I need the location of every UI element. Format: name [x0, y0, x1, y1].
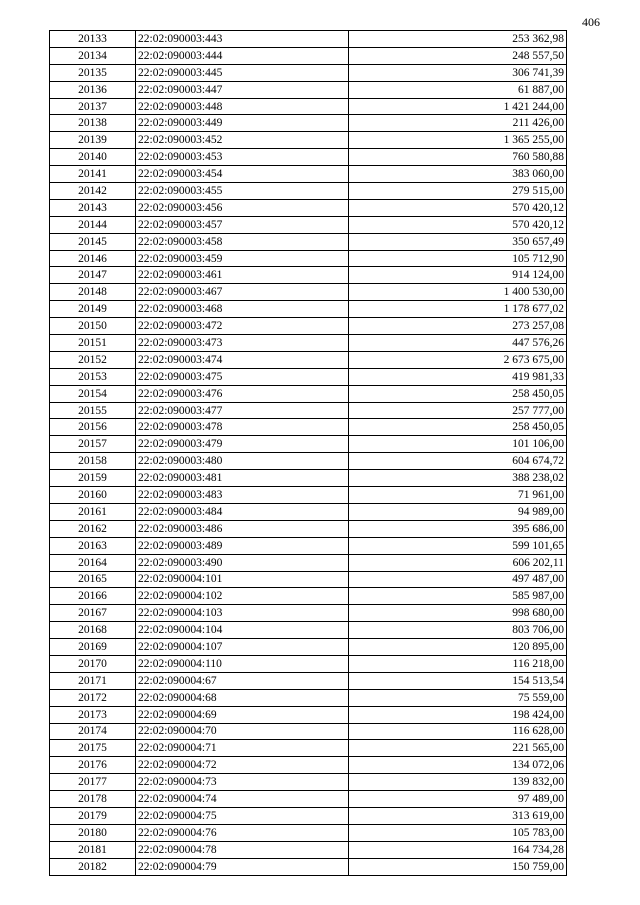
cadastral-value-cell: 383 060,00	[349, 166, 567, 183]
row-number-cell: 20148	[50, 284, 136, 301]
cadastral-value-cell: 1 365 255,00	[349, 132, 567, 149]
cadastral-number-cell: 22:02:090003:449	[136, 115, 349, 132]
table-row	[50, 335, 567, 352]
table-row	[50, 166, 567, 183]
table-row	[50, 605, 567, 622]
row-number-cell: 20135	[50, 64, 136, 81]
cadastral-number-cell: 22:02:090004:76	[136, 824, 349, 841]
cadastral-value-cell: 94 989,00	[349, 503, 567, 520]
table-row	[50, 115, 567, 132]
table-row	[50, 757, 567, 774]
table-row	[50, 774, 567, 791]
cadastral-value-cell: 570 420,12	[349, 216, 567, 233]
cadastral-value-cell: 2 673 675,00	[349, 351, 567, 368]
cadastral-number-cell: 22:02:090003:479	[136, 436, 349, 453]
table-row	[50, 284, 567, 301]
row-number-cell: 20151	[50, 335, 136, 352]
cadastral-value-cell: 97 489,00	[349, 791, 567, 808]
row-number-cell: 20166	[50, 588, 136, 605]
cadastral-number-cell: 22:02:090003:472	[136, 318, 349, 335]
cadastral-number-cell: 22:02:090003:478	[136, 419, 349, 436]
table-row	[50, 233, 567, 250]
row-number-cell: 20155	[50, 402, 136, 419]
row-number-cell: 20146	[50, 250, 136, 267]
cadastral-number-cell: 22:02:090003:475	[136, 368, 349, 385]
cadastral-value-cell: 998 680,00	[349, 605, 567, 622]
cadastral-number-cell: 22:02:090004:69	[136, 706, 349, 723]
table-row	[50, 183, 567, 200]
cadastral-number-cell: 22:02:090004:110	[136, 655, 349, 672]
row-number-cell: 20154	[50, 385, 136, 402]
row-number-cell: 20163	[50, 537, 136, 554]
cadastral-number-cell: 22:02:090004:72	[136, 757, 349, 774]
cadastral-value-cell: 221 565,00	[349, 740, 567, 757]
cadastral-value-cell: 101 106,00	[349, 436, 567, 453]
table-row	[50, 791, 567, 808]
cadastral-number-cell: 22:02:090004:68	[136, 689, 349, 706]
cadastral-number-cell: 22:02:090003:490	[136, 554, 349, 571]
cadastral-number-cell: 22:02:090004:102	[136, 588, 349, 605]
table-row	[50, 723, 567, 740]
row-number-cell: 20133	[50, 31, 136, 48]
cadastral-number-cell: 22:02:090003:486	[136, 520, 349, 537]
cadastral-value-cell: 599 101,65	[349, 537, 567, 554]
cadastral-number-cell: 22:02:090004:78	[136, 841, 349, 858]
table-row	[50, 487, 567, 504]
table-row	[50, 740, 567, 757]
cadastral-value-cell: 120 895,00	[349, 639, 567, 656]
table-row	[50, 98, 567, 115]
cadastral-number-cell: 22:02:090003:461	[136, 267, 349, 284]
cadastral-number-cell: 22:02:090004:101	[136, 571, 349, 588]
row-number-cell: 20140	[50, 149, 136, 166]
row-number-cell: 20137	[50, 98, 136, 115]
row-number-cell: 20161	[50, 503, 136, 520]
cadastral-value-cell: 116 628,00	[349, 723, 567, 740]
cadastral-value-cell: 395 686,00	[349, 520, 567, 537]
cadastral-value-cell: 258 450,05	[349, 385, 567, 402]
cadastral-value-table	[49, 30, 567, 876]
cadastral-value-cell: 604 674,72	[349, 453, 567, 470]
cadastral-number-cell: 22:02:090003:459	[136, 250, 349, 267]
cadastral-value-cell: 75 559,00	[349, 689, 567, 706]
cadastral-value-cell: 585 987,00	[349, 588, 567, 605]
cadastral-value-cell: 253 362,98	[349, 31, 567, 48]
row-number-cell: 20178	[50, 791, 136, 808]
table-row	[50, 470, 567, 487]
cadastral-number-cell: 22:02:090004:71	[136, 740, 349, 757]
cadastral-value-cell: 419 981,33	[349, 368, 567, 385]
cadastral-value-cell: 1 400 530,00	[349, 284, 567, 301]
cadastral-value-cell: 211 426,00	[349, 115, 567, 132]
row-number-cell: 20181	[50, 841, 136, 858]
table-row	[50, 453, 567, 470]
table-row	[50, 824, 567, 841]
cadastral-number-cell: 22:02:090003:447	[136, 81, 349, 98]
table-row	[50, 588, 567, 605]
row-number-cell: 20141	[50, 166, 136, 183]
cadastral-value-cell: 198 424,00	[349, 706, 567, 723]
cadastral-value-cell: 116 218,00	[349, 655, 567, 672]
table-row	[50, 250, 567, 267]
cadastral-number-cell: 22:02:090003:481	[136, 470, 349, 487]
row-number-cell: 20170	[50, 655, 136, 672]
table-row	[50, 199, 567, 216]
cadastral-value-cell: 71 961,00	[349, 487, 567, 504]
cadastral-value-cell: 447 576,26	[349, 335, 567, 352]
row-number-cell: 20147	[50, 267, 136, 284]
cadastral-value-cell: 164 734,28	[349, 841, 567, 858]
table-row	[50, 385, 567, 402]
cadastral-value-cell: 248 557,50	[349, 47, 567, 64]
row-number-cell: 20156	[50, 419, 136, 436]
table-row	[50, 318, 567, 335]
table-row	[50, 571, 567, 588]
cadastral-number-cell: 22:02:090003:453	[136, 149, 349, 166]
row-number-cell: 20145	[50, 233, 136, 250]
cadastral-number-cell: 22:02:090003:483	[136, 487, 349, 504]
table-row	[50, 503, 567, 520]
table-row	[50, 64, 567, 81]
cadastral-value-cell: 273 257,08	[349, 318, 567, 335]
cadastral-number-cell: 22:02:090004:107	[136, 639, 349, 656]
row-number-cell: 20164	[50, 554, 136, 571]
cadastral-number-cell: 22:02:090003:458	[136, 233, 349, 250]
table-row	[50, 351, 567, 368]
row-number-cell: 20142	[50, 183, 136, 200]
table-row	[50, 47, 567, 64]
row-number-cell: 20134	[50, 47, 136, 64]
table-row	[50, 436, 567, 453]
table-row	[50, 841, 567, 858]
table-row	[50, 689, 567, 706]
cadastral-number-cell: 22:02:090003:477	[136, 402, 349, 419]
cadastral-number-cell: 22:02:090003:448	[136, 98, 349, 115]
cadastral-number-cell: 22:02:090004:79	[136, 858, 349, 875]
cadastral-value-cell: 803 706,00	[349, 622, 567, 639]
cadastral-value-cell: 105 783,00	[349, 824, 567, 841]
table-row	[50, 301, 567, 318]
row-number-cell: 20136	[50, 81, 136, 98]
table-row	[50, 672, 567, 689]
row-number-cell: 20168	[50, 622, 136, 639]
cadastral-value-cell: 134 072,06	[349, 757, 567, 774]
table-row	[50, 31, 567, 48]
table-row	[50, 81, 567, 98]
table-row	[50, 858, 567, 875]
cadastral-value-cell: 1 178 677,02	[349, 301, 567, 318]
row-number-cell: 20150	[50, 318, 136, 335]
cadastral-number-cell: 22:02:090004:73	[136, 774, 349, 791]
table-row	[50, 520, 567, 537]
cadastral-value-cell: 257 777,00	[349, 402, 567, 419]
table-row	[50, 368, 567, 385]
cadastral-value-cell: 150 759,00	[349, 858, 567, 875]
cadastral-number-cell: 22:02:090004:67	[136, 672, 349, 689]
cadastral-number-cell: 22:02:090004:75	[136, 807, 349, 824]
cadastral-number-cell: 22:02:090003:480	[136, 453, 349, 470]
row-number-cell: 20152	[50, 351, 136, 368]
table-row	[50, 537, 567, 554]
row-number-cell: 20177	[50, 774, 136, 791]
cadastral-number-cell: 22:02:090003:443	[136, 31, 349, 48]
cadastral-value-cell: 139 832,00	[349, 774, 567, 791]
cadastral-number-cell: 22:02:090003:476	[136, 385, 349, 402]
cadastral-number-cell: 22:02:090004:74	[136, 791, 349, 808]
table-row	[50, 622, 567, 639]
table-row	[50, 807, 567, 824]
cadastral-value-cell: 306 741,39	[349, 64, 567, 81]
cadastral-number-cell: 22:02:090003:473	[136, 335, 349, 352]
cadastral-number-cell: 22:02:090003:445	[136, 64, 349, 81]
page-number: 406	[582, 15, 600, 29]
row-number-cell: 20139	[50, 132, 136, 149]
row-number-cell: 20138	[50, 115, 136, 132]
cadastral-value-cell: 388 238,02	[349, 470, 567, 487]
row-number-cell: 20159	[50, 470, 136, 487]
cadastral-number-cell: 22:02:090004:70	[136, 723, 349, 740]
table-row	[50, 655, 567, 672]
row-number-cell: 20174	[50, 723, 136, 740]
row-number-cell: 20172	[50, 689, 136, 706]
row-number-cell: 20171	[50, 672, 136, 689]
cadastral-number-cell: 22:02:090003:489	[136, 537, 349, 554]
cadastral-number-cell: 22:02:090004:104	[136, 622, 349, 639]
cadastral-value-cell: 313 619,00	[349, 807, 567, 824]
cadastral-value-cell: 606 202,11	[349, 554, 567, 571]
table-row	[50, 216, 567, 233]
row-number-cell: 20143	[50, 199, 136, 216]
cadastral-value-cell: 154 513,54	[349, 672, 567, 689]
cadastral-number-cell: 22:02:090003:454	[136, 166, 349, 183]
row-number-cell: 20157	[50, 436, 136, 453]
row-number-cell: 20149	[50, 301, 136, 318]
cadastral-number-cell: 22:02:090003:452	[136, 132, 349, 149]
row-number-cell: 20179	[50, 807, 136, 824]
cadastral-value-cell: 1 421 244,00	[349, 98, 567, 115]
cadastral-number-cell: 22:02:090003:468	[136, 301, 349, 318]
row-number-cell: 20165	[50, 571, 136, 588]
table-row	[50, 149, 567, 166]
cadastral-number-cell: 22:02:090003:456	[136, 199, 349, 216]
cadastral-number-cell: 22:02:090003:474	[136, 351, 349, 368]
table-row	[50, 402, 567, 419]
row-number-cell: 20144	[50, 216, 136, 233]
row-number-cell: 20160	[50, 487, 136, 504]
cadastral-value-cell: 350 657,49	[349, 233, 567, 250]
table-row	[50, 706, 567, 723]
cadastral-value-cell: 105 712,90	[349, 250, 567, 267]
table-body	[50, 31, 567, 876]
cadastral-value-cell: 258 450,05	[349, 419, 567, 436]
cadastral-number-cell: 22:02:090003:457	[136, 216, 349, 233]
cadastral-number-cell: 22:02:090003:467	[136, 284, 349, 301]
cadastral-number-cell: 22:02:090004:103	[136, 605, 349, 622]
table-row	[50, 554, 567, 571]
row-number-cell: 20162	[50, 520, 136, 537]
row-number-cell: 20167	[50, 605, 136, 622]
table-row	[50, 419, 567, 436]
cadastral-number-cell: 22:02:090003:455	[136, 183, 349, 200]
table-row	[50, 267, 567, 284]
table-row	[50, 639, 567, 656]
cadastral-number-cell: 22:02:090003:444	[136, 47, 349, 64]
row-number-cell: 20169	[50, 639, 136, 656]
row-number-cell: 20180	[50, 824, 136, 841]
row-number-cell: 20153	[50, 368, 136, 385]
row-number-cell: 20158	[50, 453, 136, 470]
cadastral-value-cell: 570 420,12	[349, 199, 567, 216]
cadastral-value-cell: 279 515,00	[349, 183, 567, 200]
row-number-cell: 20173	[50, 706, 136, 723]
cadastral-value-cell: 497 487,00	[349, 571, 567, 588]
cadastral-value-cell: 61 887,00	[349, 81, 567, 98]
row-number-cell: 20176	[50, 757, 136, 774]
cadastral-value-cell: 914 124,00	[349, 267, 567, 284]
row-number-cell: 20175	[50, 740, 136, 757]
cadastral-number-cell: 22:02:090003:484	[136, 503, 349, 520]
row-number-cell: 20182	[50, 858, 136, 875]
table-row	[50, 132, 567, 149]
cadastral-value-cell: 760 580,88	[349, 149, 567, 166]
